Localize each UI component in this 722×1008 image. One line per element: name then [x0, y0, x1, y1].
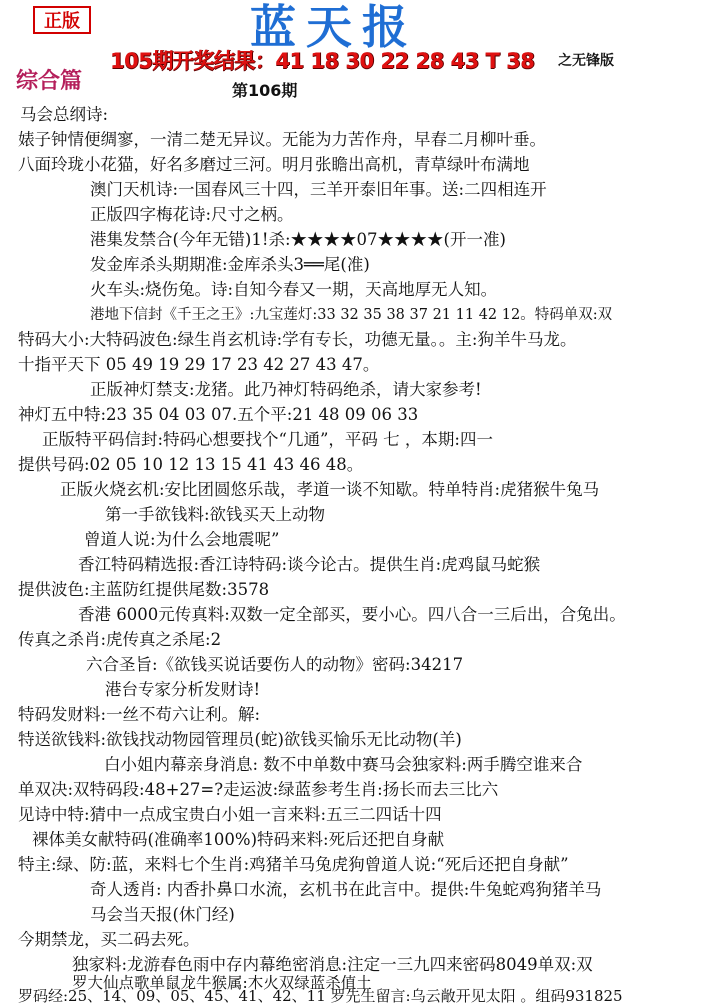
text-line: 第一手欲钱料:欲钱买天上动物 [105, 505, 326, 524]
text-line: 提供号码:02 05 10 12 13 15 41 43 46 48。 [18, 455, 364, 474]
text-line: 罗大仙点歌单鼠龙牛猴属:木火双绿蓝杀值土 [72, 974, 372, 992]
text-line: 港集发禁合(今年无错)1!杀:★★★★07★★★★(开一准) [90, 230, 506, 249]
text-line: 特码大小:大特码波色:绿生肖玄机诗:学有专长，功德无量。。主:狗羊牛马龙。 [18, 330, 577, 349]
text-line: 正版特平码信封:特码心想要找个“几通”，平码 七 ，本期:四一 [42, 430, 493, 449]
text-line: 港地下信封《千王之王》:九宝莲灯:33 32 35 38 37 21 11 42 12。特码单双:双 [90, 307, 613, 323]
text-line: 提供波色:主蓝防红提供尾数:3578 [18, 580, 270, 599]
text-line: 裸体美女献特码(准确率100%)特码来料:死后还把自身献 [32, 830, 445, 849]
text-line: 澳门天机诗:一国春风三十四，三羊开泰旧年事。送:二四相连开 [90, 180, 547, 199]
section-title: 综合篇 [16, 69, 83, 94]
text-line: 八面玲珑小花猫，好名多磨过三河。明月张瞻出高机，青草绿叶布满地 [18, 155, 530, 174]
text-line: 单双决:双特码段:48+27=?走运波:绿蓝参考生肖:扬长而去三比六 [18, 780, 499, 799]
text-line: 特主:绿、防:蓝，来料七个生肖:鸡猪羊马兔虎狗曾道人说:“死后还把自身献” [18, 855, 569, 874]
text-line: 火车头:烧伤兔。诗:自知今春又一期，天高地厚无人知。 [90, 280, 498, 299]
text-line: 婊子钟情便绸寥，一清二楚无异议。无能为力苦作舟，早春二月柳叶垂。 [18, 130, 546, 149]
draw-results-banner: 105期开奖结果：41 18 30 22 28 43 T 38 [110, 49, 535, 73]
genuine-badge: 正版 [33, 6, 91, 34]
edition-label: 之无锋版 [558, 53, 614, 69]
text-line: 独家料:龙游春色雨中存内幕绝密消息:注定一三九四来密码8049单双:双 [72, 955, 593, 974]
text-line: 正版神灯禁支:龙猪。此乃神灯特码绝杀，请大家参考! [90, 380, 482, 399]
text-line: 神灯五中特:23 35 04 03 07.五个平:21 48 09 06 33 [18, 405, 419, 424]
text-line: 发金库杀头期期准:金库杀头3══尾(准) [90, 255, 370, 274]
issue-number: 第106期 [232, 81, 298, 100]
text-line: 传真之杀肖:虎传真之杀尾:2 [18, 630, 222, 649]
masthead-title: 蓝天报 [250, 0, 418, 54]
text-line: 今期禁龙，买二码去死。 [18, 930, 200, 949]
text-line: 曾道人说:为什么会地震呢” [84, 530, 280, 549]
text-line: 正版四字梅花诗:尺寸之柄。 [90, 205, 294, 224]
text-line: 马会总纲诗: [20, 105, 109, 124]
text-line: 香江特码精选报:香江诗特码:谈今论古。提供生肖:虎鸡鼠马蛇猴 [78, 555, 541, 574]
text-line: 六合圣旨:《欲钱买说话要伤人的动物》密码:34217 [86, 655, 464, 674]
text-line: 特送欲钱料:欲钱找动物园管理员(蛇)欲钱买愉乐无比动物(羊) [18, 730, 462, 749]
text-line: 罗码经:25、14、09、05、45、41、42、11 罗先生留言:乌云敞开见太阳 。组码931825 [18, 987, 623, 1005]
text-line: 正版火烧玄机:安比团圆悠乐哉，孝道一谈不知歇。特单特肖:虎猪猴牛兔马 [60, 480, 600, 499]
text-line: 马会当天报(休门经) [90, 905, 235, 924]
text-line: 见诗中特:猜中一点成宝贵白小姐一言来料:五三二四话十四 [18, 805, 442, 824]
text-line: 奇人透肖: 内香扑鼻口水流，玄机书在此言中。提供:牛兔蛇鸡狗猪羊马 [90, 880, 602, 899]
text-line: 白小姐内幕亲身消息: 数不中单数中赛马会独家料:两手腾空谁来合 [104, 755, 583, 774]
text-line: 十指平天下 05 49 19 29 17 23 42 27 43 47。 [18, 355, 380, 374]
text-line: 特码发财料:一丝不苟六让利。解: [18, 705, 261, 724]
text-line: 港台专家分析发财诗! [105, 680, 261, 699]
text-line: 香港 6000元传真料:双数一定全部买，要小心。四八合一三后出，合兔出。 [78, 605, 626, 624]
